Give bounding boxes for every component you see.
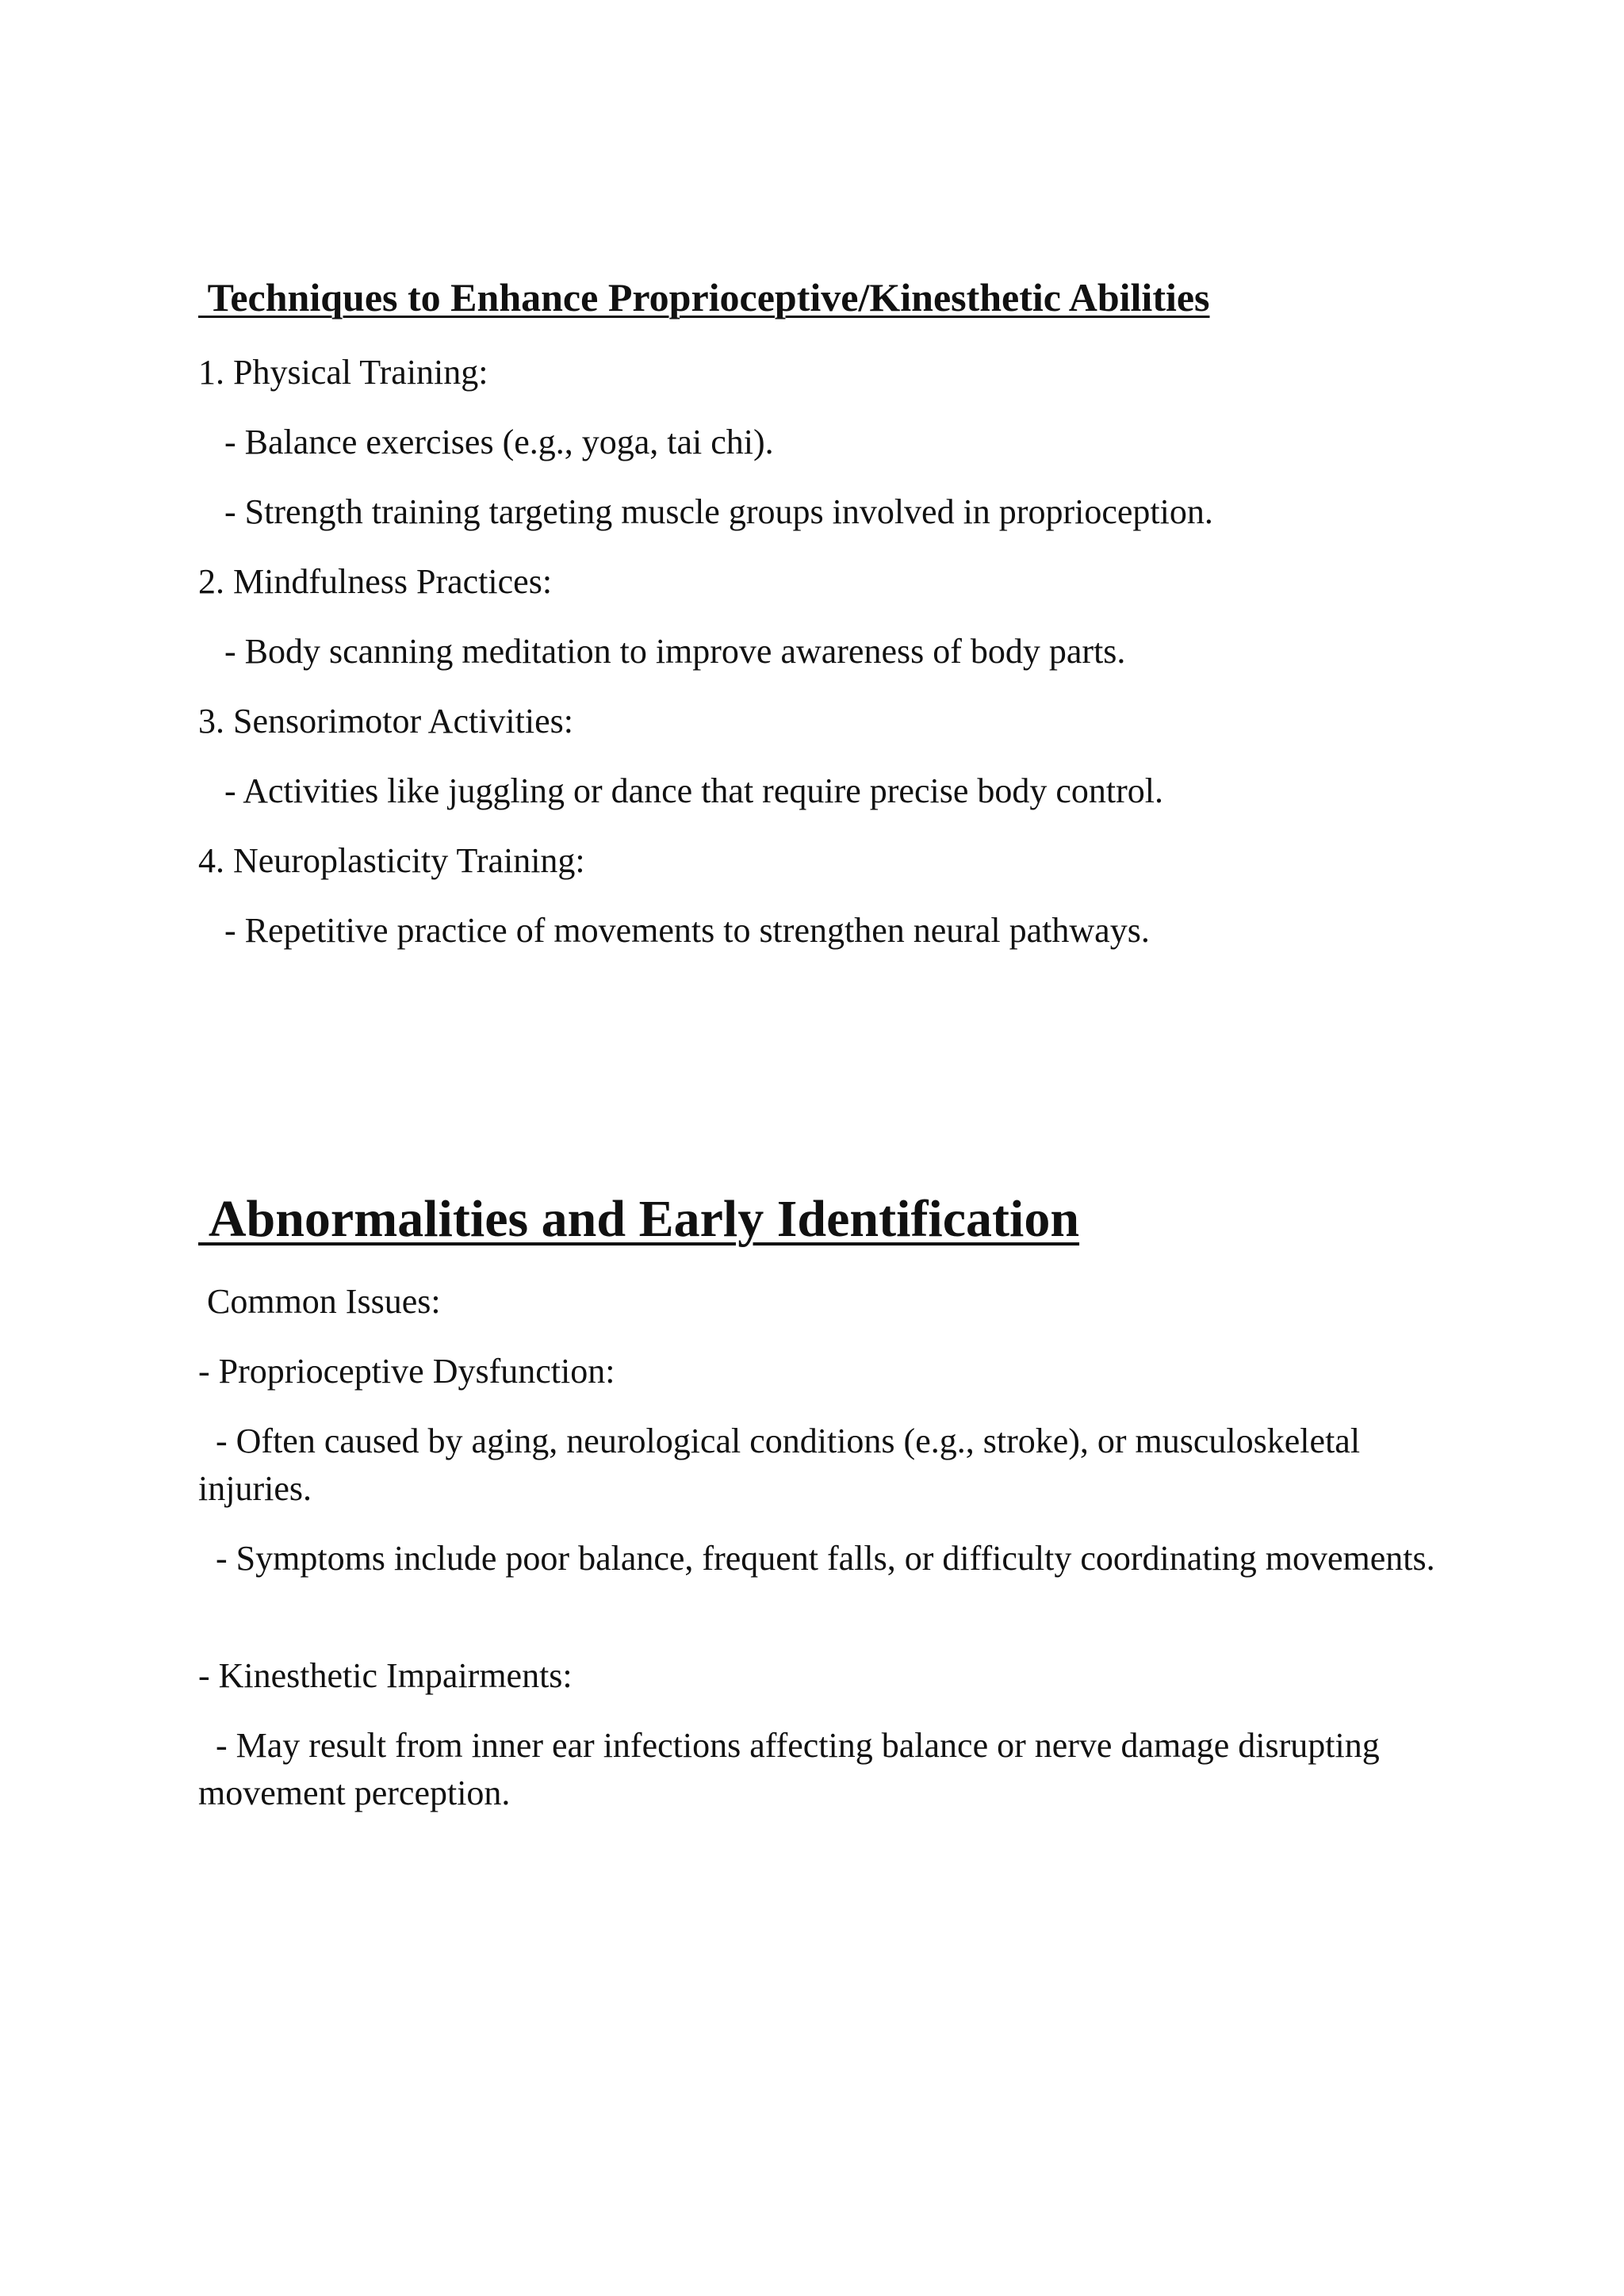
section-title-techniques: Techniques to Enhance Proprioceptive/Kinesthetic Abilities [198,275,1210,320]
list-subitem-juggling-dance: - Activities like juggling or dance that require precise body control. [198,771,1163,810]
list-item-kinesthetic-impairments: - Kinesthetic Impairments: [198,1656,573,1695]
list-item-neuroplasticity-training: 4. Neuroplasticity Training: [198,841,585,880]
list-subitem-strength-training: - Strength training targeting muscle groups involved in proprioception. [198,492,1213,531]
list-item-mindfulness-practices: 2. Mindfulness Practices: [198,562,553,601]
list-item-physical-training: 1. Physical Training: [198,353,488,392]
list-subitem-inner-ear: - May result from inner ear infections affecting balance or nerve damage disrupting movement perception. [198,1726,1388,1812]
list-subitem-causes: - Often caused by aging, neurological conditions (e.g., stroke), or musculoskeletal injuries. [198,1422,1369,1508]
list-item-sensorimotor-activities: 3. Sensorimotor Activities: [198,702,573,740]
list-item-proprioceptive-dysfunction: - Proprioceptive Dysfunction: [198,1352,615,1391]
list-subitem-repetitive-practice: - Repetitive practice of movements to strengthen neural pathways. [198,911,1150,950]
section-title-abnormalities: Abnormalities and Early Identification [198,1190,1080,1248]
list-subitem-symptoms: - Symptoms include poor balance, frequent falls, or difficulty coordinating movements. [198,1539,1435,1578]
list-subitem-body-scanning: - Body scanning meditation to improve awareness of body parts. [198,632,1126,671]
list-subitem-balance-exercises: - Balance exercises (e.g., yoga, tai chi). [198,423,774,461]
subheading-common-issues: Common Issues: [198,1282,441,1321]
